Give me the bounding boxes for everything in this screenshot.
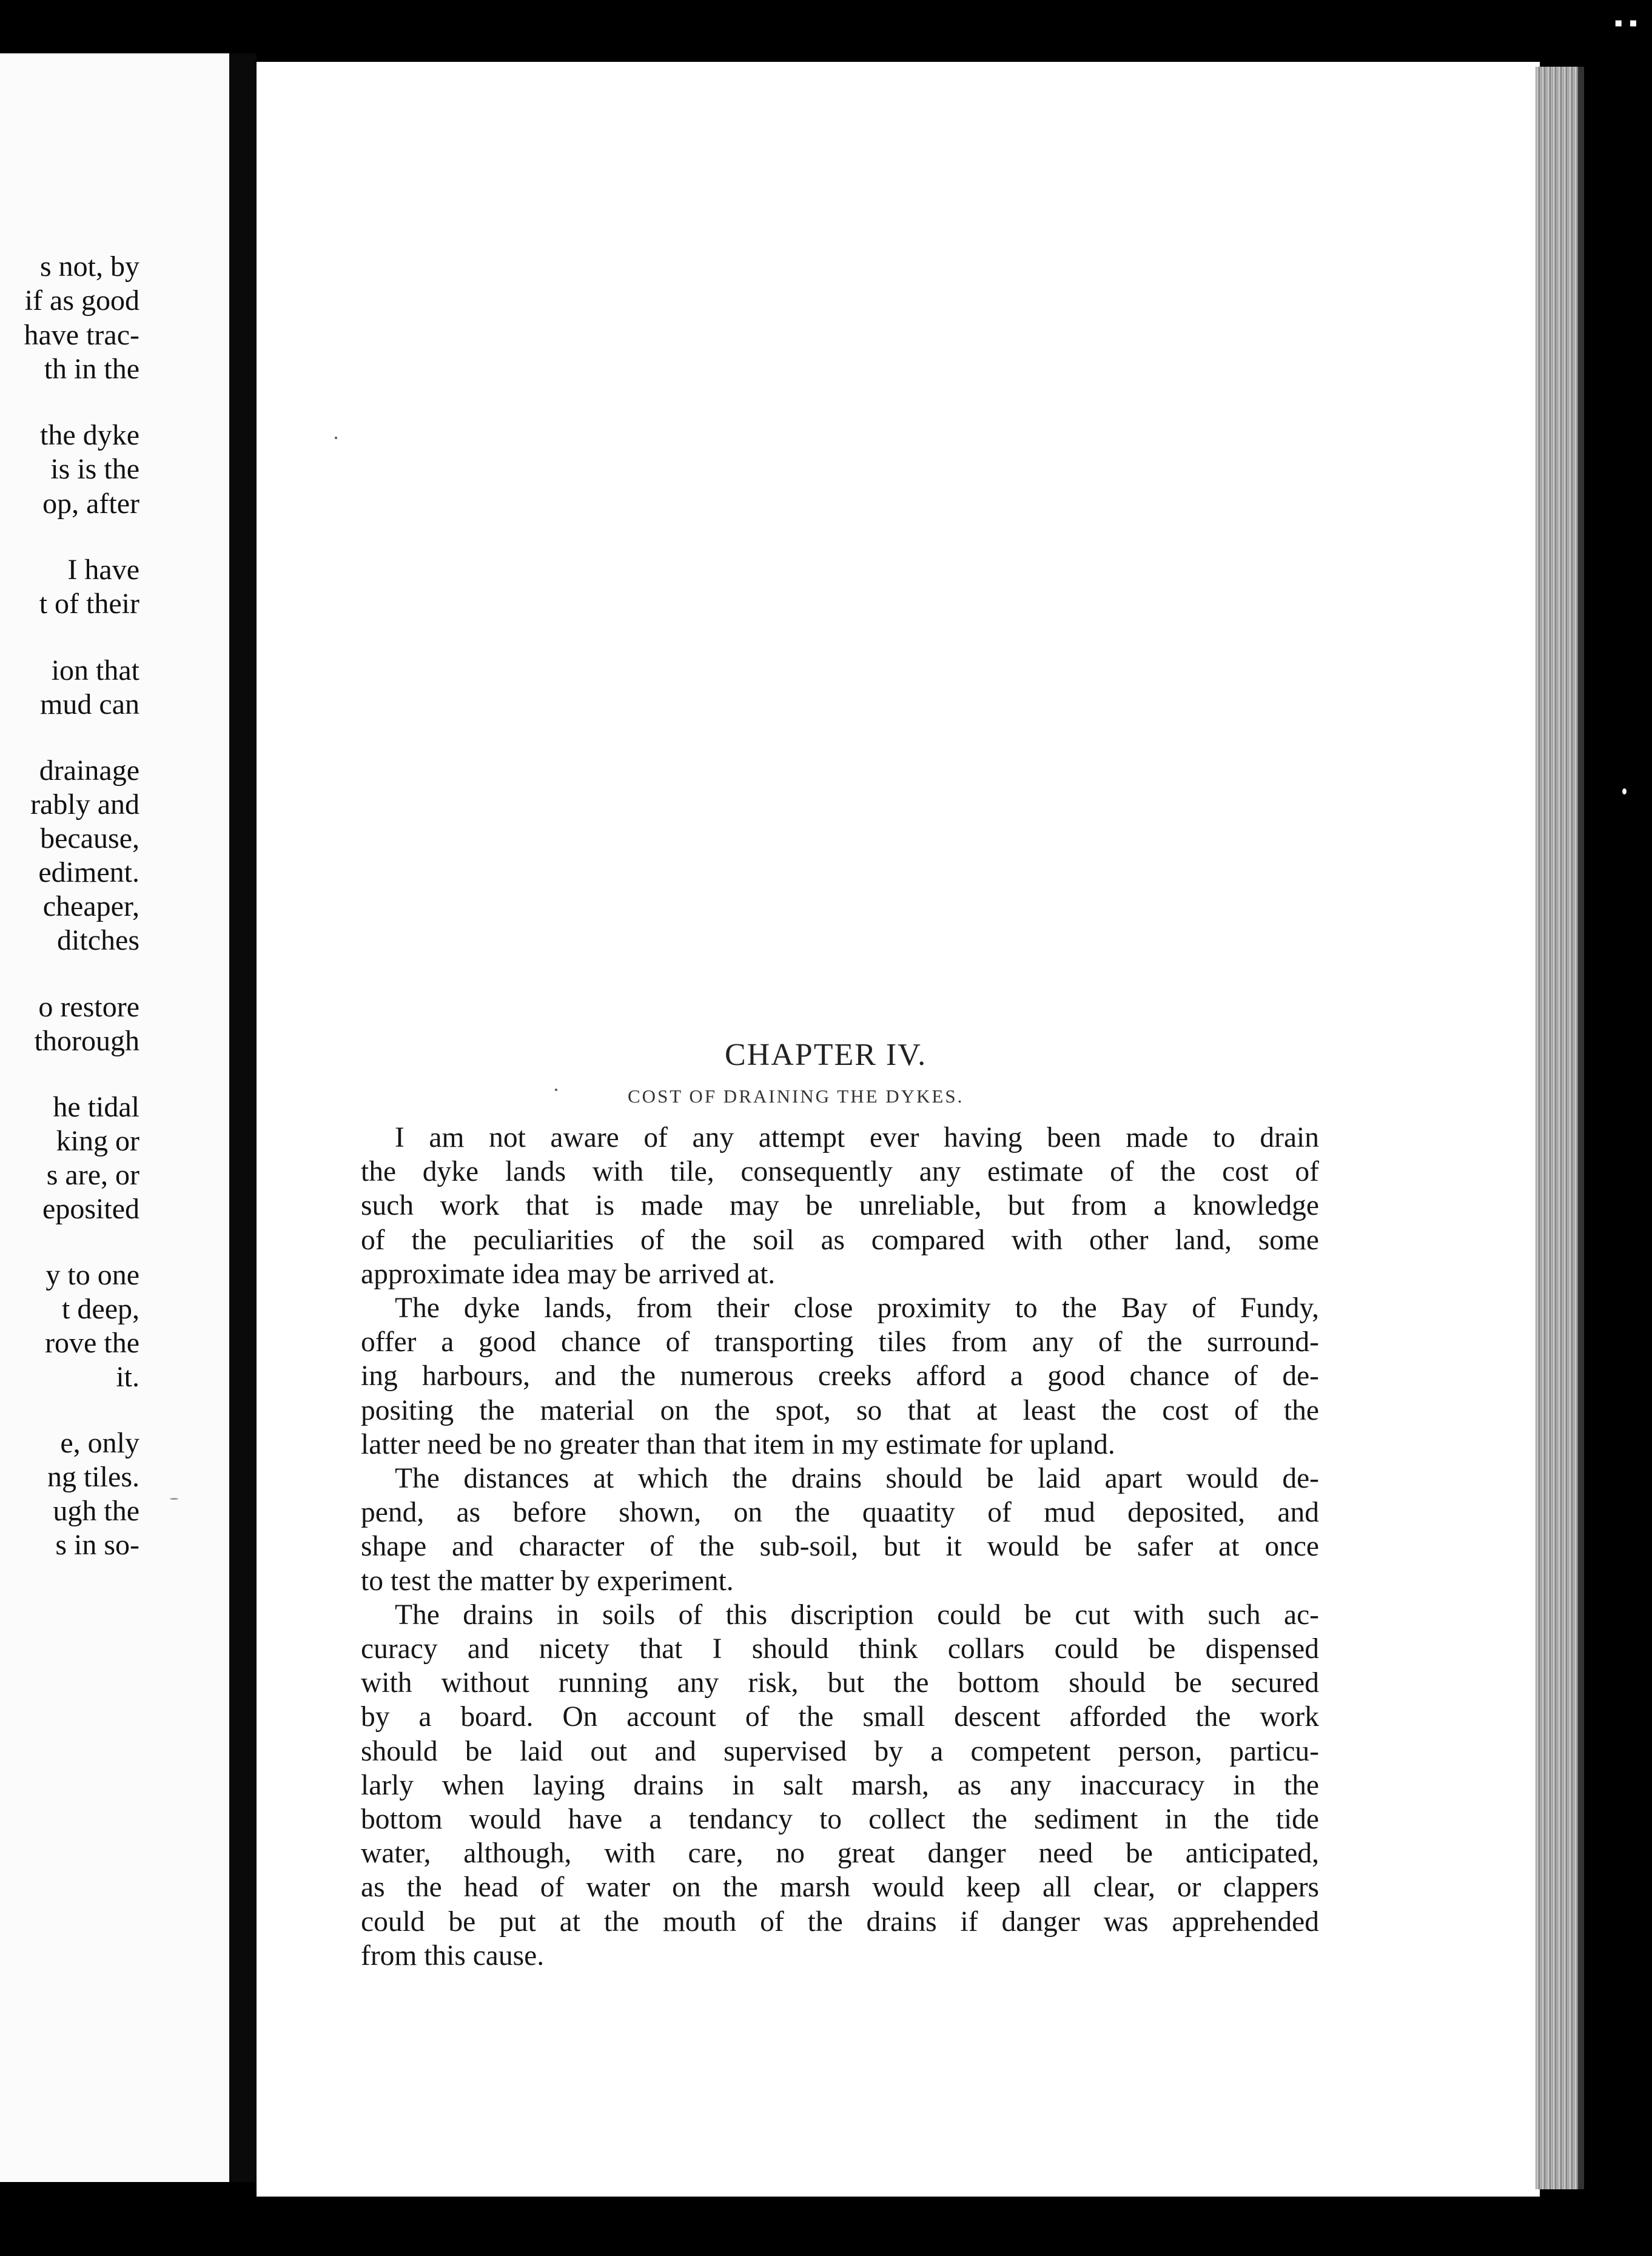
text-line: positing the material on the spot, so that at least the cost of the <box>361 1394 1319 1426</box>
ink-speck <box>555 1089 557 1091</box>
text-line: with without running any risk, but the bottom should be secured <box>361 1667 1319 1699</box>
text-line: I am not aware of any attempt ever having been made to drain <box>395 1122 1319 1153</box>
left-page-line: th in the <box>44 353 139 385</box>
text-line: of the peculiarities of the soil as compared with other land, some <box>361 1224 1319 1256</box>
left-page-line: because, <box>40 822 139 854</box>
left-page-line: is is the <box>50 453 139 485</box>
ink-speck <box>170 1498 178 1500</box>
left-page-line: he tidal <box>53 1091 139 1123</box>
left-page-line: thorough <box>34 1025 139 1057</box>
paragraph <box>361 1291 1319 1462</box>
ink-speck <box>1622 788 1627 794</box>
left-page-line: rove the <box>45 1327 139 1359</box>
left-facing-page <box>0 53 229 2182</box>
text-line: bottom would have a tendancy to collect the sediment in the tide <box>361 1804 1319 1836</box>
left-page-line: king or <box>56 1125 139 1157</box>
left-page-line: mud can <box>40 688 139 720</box>
text-line: larly when laying drains in salt marsh, as any inaccuracy in the <box>361 1769 1319 1801</box>
left-page-line: ditches <box>57 924 139 956</box>
left-page-line: rably and <box>30 788 139 821</box>
left-page-line: ng tiles. <box>47 1461 139 1493</box>
paragraph <box>361 1121 1319 1291</box>
left-page-line: ugh the <box>53 1495 139 1527</box>
text-line: from this cause. <box>361 1939 545 1972</box>
left-page-line: ion that <box>51 654 139 687</box>
ink-speck <box>335 437 337 439</box>
left-page-line: op, after <box>42 488 139 520</box>
left-page-line: eposited <box>42 1193 139 1225</box>
text-line: water, although, with care, no great danger need be anticipated, <box>361 1838 1319 1870</box>
left-page-line: it. <box>116 1361 139 1393</box>
paragraph <box>361 1462 1319 1598</box>
left-page-line: have trac- <box>24 319 139 351</box>
left-page-line: I have <box>67 554 139 586</box>
chapter-title: CHAPTER IV. <box>725 1038 927 1072</box>
left-page-line: o restore <box>38 991 139 1023</box>
text-line: could be put at the mouth of the drains if danger was apprehended <box>361 1905 1319 1938</box>
text-line: to test the matter by experiment. <box>361 1565 734 1597</box>
text-line: latter need be no greater than that item in my estimate for upland. <box>361 1428 1115 1460</box>
left-page-line: the dyke <box>40 419 139 451</box>
left-page-line: t deep, <box>62 1293 139 1325</box>
left-page-line: cheaper, <box>42 890 139 922</box>
text-line: shape and character of the sub-soil, but it would be safer at once <box>361 1531 1319 1563</box>
left-page-line: y to one <box>45 1259 139 1291</box>
left-page-line: drainage <box>39 754 139 787</box>
corner-mark: ▪ ▪ <box>1614 9 1637 36</box>
chapter-subtitle: COST OF DRAINING THE DYKES. <box>628 1086 964 1107</box>
left-page-line: t of their <box>39 588 139 620</box>
text-line: The distances at which the drains should be laid apart would de- <box>395 1463 1319 1495</box>
text-line: as the head of water on the marsh would keep all clear, or clappers <box>361 1872 1319 1904</box>
text-line: The drains in soils of this discription could be cut with such ac- <box>395 1599 1319 1631</box>
text-line: offer a good chance of transporting tiles from any of the surround- <box>361 1326 1319 1358</box>
page-edge-shadow <box>1578 67 1584 2189</box>
text-line: ing harbours, and the numerous creeks afford a good chance of de- <box>361 1360 1319 1392</box>
text-line: curacy and nicety that I should think collars could be dispensed <box>361 1633 1319 1665</box>
text-line: pend, as before shown, on the quaatity of mud deposited, and <box>361 1497 1319 1529</box>
text-line: the dyke lands with tile, consequently any estimate of the cost of <box>361 1156 1319 1188</box>
text-line: The dyke lands, from their close proximity to the Bay of Fundy, <box>395 1292 1319 1324</box>
left-page-line: e, only <box>60 1427 139 1459</box>
text-line: approximate idea may be arrived at. <box>361 1258 776 1290</box>
page-gutter <box>229 53 257 2182</box>
left-page-line: if as good <box>24 284 139 317</box>
left-page-line: s not, by <box>39 250 139 283</box>
text-line: such work that is made may be unreliable, but from a knowledge <box>361 1190 1319 1222</box>
paragraph <box>361 1598 1319 1973</box>
chapter-body <box>361 1121 1319 1973</box>
left-page-line: s are, or <box>46 1159 139 1191</box>
text-line: should be laid out and supervised by a competent person, particu- <box>361 1735 1319 1767</box>
left-page-line: s in so- <box>55 1529 139 1561</box>
page-edge-stack <box>1536 67 1578 2189</box>
text-line: by a board. On account of the small descent afforded the work <box>361 1701 1319 1733</box>
left-page-line: ediment. <box>38 856 139 888</box>
